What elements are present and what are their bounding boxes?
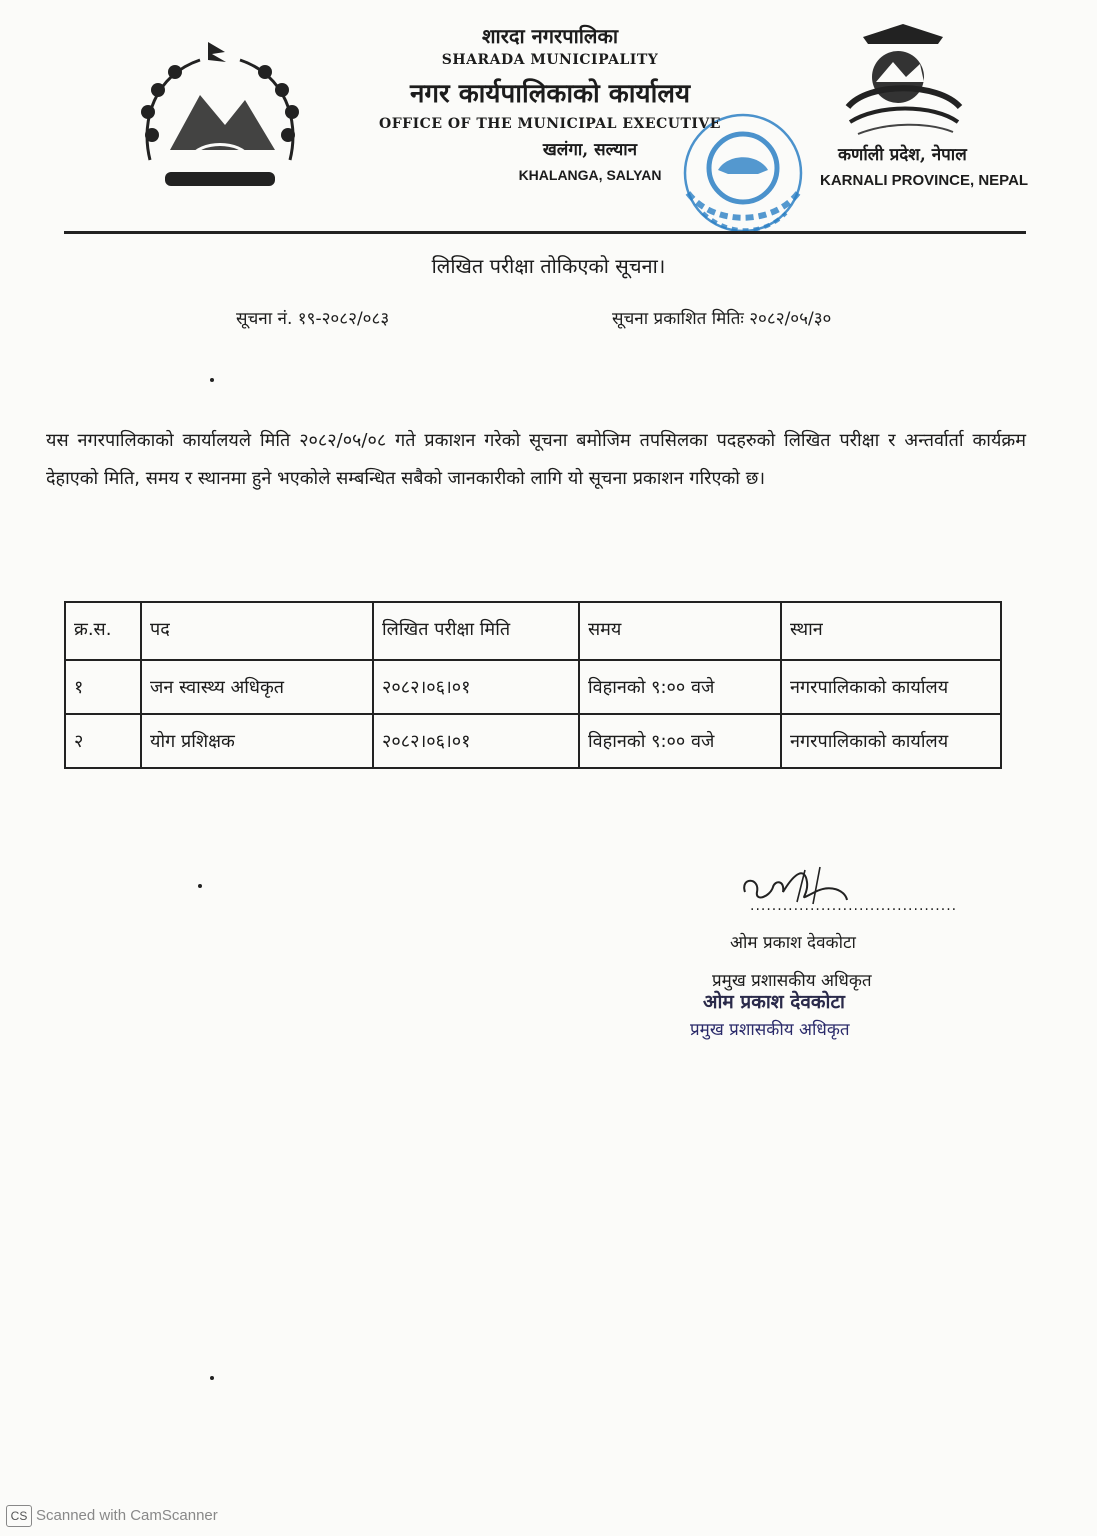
notice-title: लिखित परीक्षा तोकिएको सूचना। xyxy=(431,254,666,278)
cell-venue: नगरपालिकाको कार्यालय xyxy=(781,660,1001,714)
exam-schedule-table xyxy=(64,601,1002,769)
scan-speck xyxy=(198,884,202,888)
cell-serial: १ xyxy=(65,660,141,714)
place-english: KHALANGA, SALYAN xyxy=(518,167,662,183)
municipality-name-nepali: शारदा नगरपालिका xyxy=(481,24,619,48)
scan-speck xyxy=(210,1376,214,1380)
col-header-exam-date: लिखित परीक्षा मिति xyxy=(373,602,579,660)
cell-serial: २ xyxy=(65,714,141,768)
municipality-name-english: SHARADA MUNICIPALITY xyxy=(441,52,659,68)
signature-line: ...................................... xyxy=(750,898,958,914)
cell-post: योग प्रशिक्षक xyxy=(141,714,373,768)
camscanner-watermark: Scanned with CamScanner xyxy=(36,1507,218,1524)
notice-published-date: सूचना प्रकाशित मितिः २०८२/०५/३० xyxy=(612,309,832,329)
cell-exam-date: २०८२।०६।०१ xyxy=(373,660,579,714)
cell-exam-date: २०८२।०६।०१ xyxy=(373,714,579,768)
signatory-title: प्रमुख प्रशासकीय अधिकृत xyxy=(712,971,872,991)
table-row xyxy=(65,660,1001,714)
cell-time: विहानको ९:०० वजे xyxy=(579,660,781,714)
notice-body: यस नगरपालिकाको कार्यालयले मिति २०८२/०५/०८ गते प्रकाशन गरेको सूचना बमोजिम तपसिलका पदहरुको लिखित परीक्षा र अन्तर्वार्ता कार्यक्रम देहाएको मिति, समय र स्थानमा हुने भएकोले सम्बन्धित सबैको जानकारीको लागि यो सूचना प्रकाशन गरिएको छ। xyxy=(46,430,1026,489)
office-name-english: OFFICE OF THE MUNICIPAL EXECUTIVE xyxy=(379,116,721,132)
col-header-venue: स्थान xyxy=(781,602,1001,660)
col-header-serial: क्र.स. xyxy=(65,602,141,660)
table-header-row xyxy=(65,602,1001,660)
stamp-signatory-title: प्रमुख प्रशासकीय अधिकृत xyxy=(690,1020,850,1040)
scan-speck xyxy=(210,378,214,382)
table-row xyxy=(65,714,1001,768)
sharada-municipality-logo-icon xyxy=(838,22,968,142)
camscanner-logo: CS xyxy=(6,1505,32,1527)
cell-venue: नगरपालिकाको कार्यालय xyxy=(781,714,1001,768)
stamp-signatory-name: ओम प्रकाश देवकोटा xyxy=(703,991,845,1013)
province-nepali: कर्णाली प्रदेश, नेपाल xyxy=(838,145,967,165)
col-header-post: पद xyxy=(141,602,373,660)
signatory-name: ओम प्रकाश देवकोटा xyxy=(730,933,856,953)
office-name-nepali: नगर कार्यपालिकाको कार्यालय xyxy=(409,79,691,109)
province-english: KARNALI PROVINCE, NEPAL xyxy=(820,172,1029,189)
header-divider xyxy=(64,231,1026,234)
notice-number: सूचना नं. १९-२०८२/०८३ xyxy=(236,309,390,329)
place-nepali: खलंगा, सल्यान xyxy=(542,140,638,160)
col-header-time: समय xyxy=(579,602,781,660)
cell-time: विहानको ९:०० वजे xyxy=(579,714,781,768)
cell-post: जन स्वास्थ्य अधिकृत xyxy=(141,660,373,714)
